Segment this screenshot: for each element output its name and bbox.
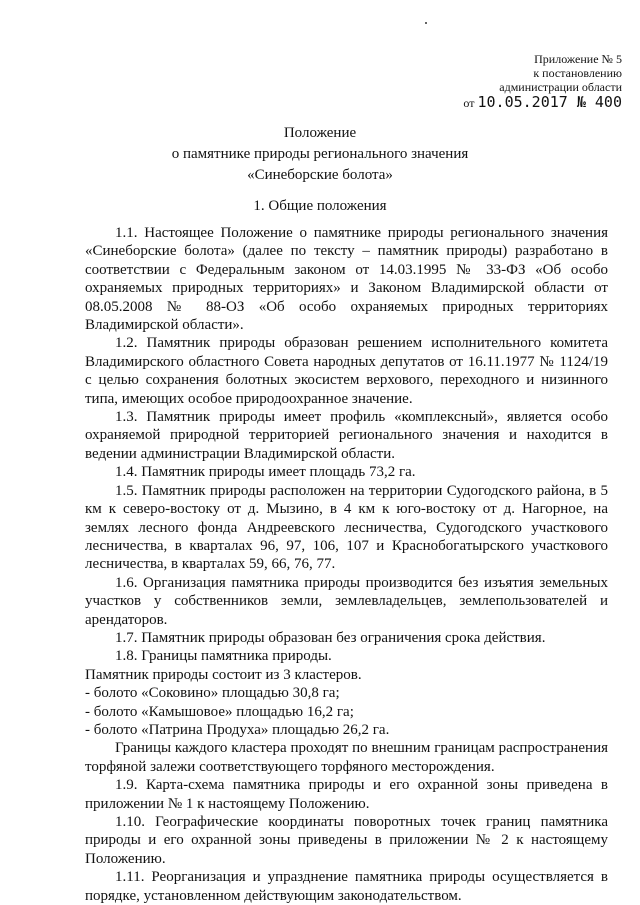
cluster-item-1: - болото «Соковино» площадью 30,8 га; — [85, 685, 340, 702]
paragraph-1-8: 1.8. Границы памятника природы. — [115, 648, 332, 665]
paragraph-1-2: 1.2. Памятник природы образован решением исполнительного комитета Владимирского областного Совета народных депутатов от 16.11.1977 № 1124/19 с целью сохранения болотных экосистем верхового, переходного и низинного типа, имеющих особое природоохранное значение. — [85, 335, 608, 407]
appendix-line-2: к постановлению — [533, 66, 622, 80]
paragraph-1-10: 1.10. Географические координаты поворотных точек границ памятника природы и его охранной зоны приведены в приложении № 2 к настоящему Положению. — [85, 814, 608, 867]
cluster-item-3: - болото «Патрина Продуха» площадью 26,2 га. — [85, 721, 390, 738]
appendix-date-line — [463, 95, 622, 110]
document-heading — [0, 123, 640, 186]
section-body — [85, 224, 608, 905]
date-prefix: от — [463, 96, 475, 110]
appendix-line-3: администрации области — [499, 80, 622, 94]
cluster-boundaries: Границы каждого кластера проходят по внешним границам распространения торфяной залежи соответствующего торфяного месторождения. — [85, 740, 608, 775]
paragraph-1-7: 1.7. Памятник природы образован без ограничения срока действия. — [115, 629, 546, 646]
appendix-line-1: Приложение № 5 — [534, 52, 622, 66]
paragraph-1-11: 1.11. Реорганизация и упразднение памятника природы осуществляется в порядке, установленном действующим законодательством. — [85, 869, 608, 904]
heading-line-2: о памятнике природы регионального значения — [171, 146, 469, 162]
cluster-intro: Памятник природы состоит из 3 кластеров. — [85, 666, 362, 683]
paragraph-1-9: 1.9. Карта-схема памятника природы и его охранной зоны приведена в приложении № 1 к настоящему Положению. — [85, 777, 608, 812]
heading-line-1: Положение — [283, 125, 357, 141]
scan-dot-mark — [425, 22, 427, 24]
paragraph-1-3: 1.3. Памятник природы имеет профиль «комплексный», является особо охраняемой природной территорией регионального значения и находится в ведении администрации Владимирской области. — [85, 409, 608, 462]
appendix-header — [463, 52, 622, 110]
section-title: 1. Общие положения — [253, 198, 387, 214]
paragraph-1-4: 1.4. Памятник природы имеет площадь 73,2 га. — [115, 464, 416, 481]
handwritten-date-number: 10.05.2017 № 400 — [477, 93, 622, 111]
heading-line-3: «Синеборские болота» — [247, 167, 393, 183]
paragraph-1-1: 1.1. Настоящее Положение о памятнике природы регионального значения «Синеборские болота» (далее по тексту – памятник природы) разработано в соответствии с Федеральным законом от 14.03.1995 № 33-ФЗ «Об особо охраняемых природных территориях» и Законом Владимирской области от 08.05.2008 № 88-ОЗ «Об особо охраняемых природных территориях Владимирской области». — [85, 225, 608, 334]
paragraph-1-6: 1.6. Организация памятника природы производится без изъятия земельных участков у собственников земли, землевладельцев, землепользователей и арендаторов. — [85, 574, 608, 628]
paragraph-1-5: 1.5. Памятник природы расположен на территории Судогодского района, в 5 км к северо-востоку от д. Мызино, в 4 км к юго-востоку от д. Нагорное, на землях лесного фонда Андреевского лесничества, Судогодского участкового лесничества, в кварталах 96, 97, 106, 107 и Краснобогатырского участкового лесничества, в кварталах 59, 66, 76, 77. — [85, 482, 608, 573]
cluster-item-2: - болото «Камышовое» площадью 16,2 га; — [85, 703, 354, 720]
